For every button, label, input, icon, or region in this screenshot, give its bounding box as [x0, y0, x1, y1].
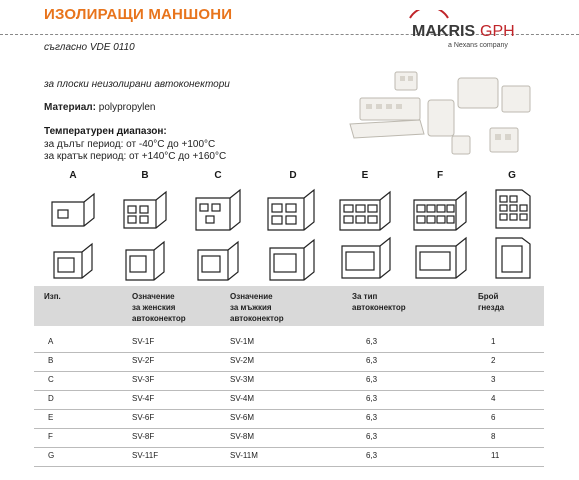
table-row [34, 409, 544, 428]
connector-letter-e: E [361, 170, 369, 181]
header-type-line1: За тип [352, 292, 378, 301]
row-separator [34, 466, 544, 467]
header-count [478, 291, 504, 313]
row-female: SV-2F [132, 356, 155, 365]
logo-tagline: a Nexans company [448, 42, 508, 49]
table-row [34, 447, 544, 466]
material-line [44, 102, 155, 113]
standard-subtitle: съгласно VDE 0110 [44, 42, 135, 53]
row-male: SV-2M [230, 356, 255, 365]
connector-letters [0, 170, 579, 184]
table-row [34, 333, 544, 352]
connector-g-drawing [488, 184, 536, 282]
header-female-line3: автоконектор [132, 314, 186, 323]
material-value: polypropylen [98, 102, 156, 113]
connector-a-drawing [48, 184, 100, 282]
row-type: 6,3 [366, 451, 378, 460]
connector-letter-a: A [69, 170, 77, 181]
row-count: 8 [491, 432, 496, 441]
material-label: Материал: [44, 102, 96, 113]
product-description: за плоски неизолирани автоконектори [44, 79, 230, 90]
header-count-line2: гнезда [478, 303, 505, 312]
header-female [132, 291, 186, 324]
table-row [34, 371, 544, 390]
page-title: ИЗОЛИРАЩИ МАНШОНИ [44, 6, 233, 23]
row-female: SV-11F [132, 451, 159, 460]
row-count: 4 [491, 394, 496, 403]
table-row [34, 390, 544, 409]
product-photo [340, 64, 540, 164]
row-type: 6,3 [366, 394, 378, 403]
header-id: Изп. [44, 292, 61, 301]
temperature-short-period: за кратък период: от +140°C до +160°C [44, 151, 227, 162]
header-count-line1: Брой [478, 292, 499, 301]
header-female-line2: за женския [132, 303, 176, 312]
row-male: SV-1M [230, 337, 255, 346]
row-count: 1 [491, 337, 496, 346]
row-count: 2 [491, 356, 496, 365]
table-header [34, 286, 544, 326]
row-count: 3 [491, 375, 496, 384]
row-id: B [48, 356, 54, 365]
connector-letter-d: D [289, 170, 297, 181]
row-type: 6,3 [366, 356, 378, 365]
row-type: 6,3 [366, 337, 378, 346]
connector-f-drawing [410, 184, 472, 282]
row-female: SV-3F [132, 375, 155, 384]
row-female: SV-8F [132, 432, 155, 441]
header-type-line2: автоконектор [352, 303, 406, 312]
row-id: E [48, 413, 54, 422]
table-row [34, 428, 544, 447]
header-male-line1: Означение [230, 292, 273, 301]
row-id: A [48, 337, 54, 346]
row-type: 6,3 [366, 432, 378, 441]
connector-drawings [0, 184, 579, 284]
row-id: F [48, 432, 53, 441]
header-male [230, 291, 284, 324]
connector-letter-c: C [214, 170, 222, 181]
row-female: SV-6F [132, 413, 155, 422]
row-count: 11 [491, 451, 500, 460]
row-type: 6,3 [366, 375, 378, 384]
row-female: SV-4F [132, 394, 155, 403]
connector-letter-g: G [508, 170, 516, 181]
row-male: SV-11M [230, 451, 258, 460]
row-count: 6 [491, 413, 496, 422]
header-male-line2: за мъжкия [230, 303, 272, 312]
logo-suffix-text: GPH [480, 23, 515, 40]
connector-b-drawing [120, 184, 172, 282]
logo-main-text: MAKRIS [412, 23, 476, 40]
header-type [352, 291, 406, 313]
connector-e-drawing [336, 184, 396, 282]
connector-d-drawing [264, 184, 322, 282]
row-male: SV-3M [230, 375, 255, 384]
temperature-heading: Температурен диапазон: [44, 126, 167, 137]
makris-gph-logo [408, 10, 558, 50]
connector-letter-f: F [436, 170, 444, 181]
row-male: SV-6M [230, 413, 255, 422]
temperature-long-period: за дълъг период: от -40°C до +100°C [44, 139, 216, 150]
row-id: C [48, 375, 54, 384]
row-male: SV-8M [230, 432, 255, 441]
table-row [34, 352, 544, 371]
row-female: SV-1F [132, 337, 155, 346]
header-male-line3: автоконектор [230, 314, 284, 323]
row-male: SV-4M [230, 394, 255, 403]
connector-c-drawing [192, 184, 246, 282]
header-female-line1: Означение [132, 292, 175, 301]
row-type: 6,3 [366, 413, 378, 422]
row-id: D [48, 394, 54, 403]
connector-letter-b: B [141, 170, 149, 181]
row-id: G [48, 451, 55, 460]
